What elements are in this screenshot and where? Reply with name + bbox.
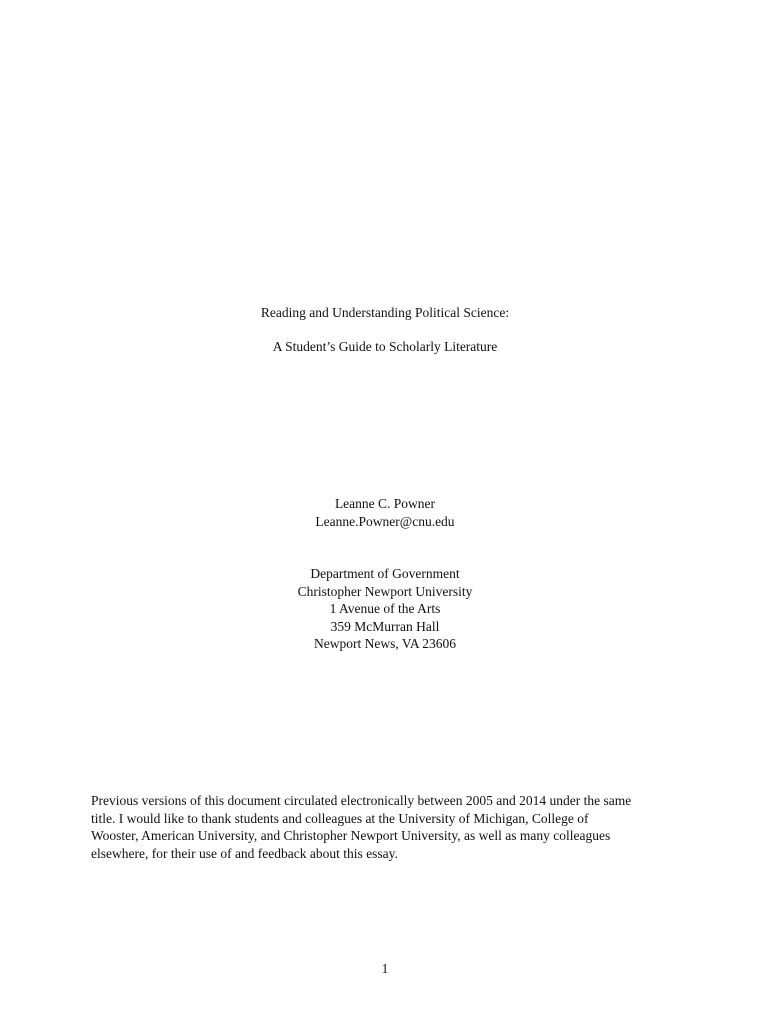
author-name: Leanne C. Powner	[334, 496, 436, 511]
building-address: 359 McMurran Hall	[330, 618, 440, 634]
note-line: elsewhere, for their use of and feedback about this essay.	[91, 845, 398, 861]
department-name: Department of Government	[310, 566, 460, 581]
city-address: Newport News, VA 23606	[313, 636, 456, 651]
address-block	[0, 565, 770, 653]
author-email: Leanne.Powner@cnu.edu	[315, 513, 455, 529]
university-name: Christopher Newport University	[297, 583, 473, 599]
document-title: Reading and Understanding Political Science:	[260, 305, 510, 320]
note-line: Wooster, American University, and Christopher Newport University, as well as many colleagues	[91, 828, 611, 843]
document-subtitle: A Student’s Guide to Scholarly Literature	[272, 339, 498, 354]
note-line: Previous versions of this document circulated electronically between 2005 and 2014 under the same	[91, 793, 632, 808]
acknowledgement-note	[91, 792, 691, 862]
note-line: title. I would like to thank students and colleagues at the University of Michigan, College of	[91, 810, 589, 826]
author-block	[0, 495, 770, 530]
street-address: 1 Avenue of the Arts	[329, 601, 441, 616]
page-number: 1	[381, 961, 389, 976]
